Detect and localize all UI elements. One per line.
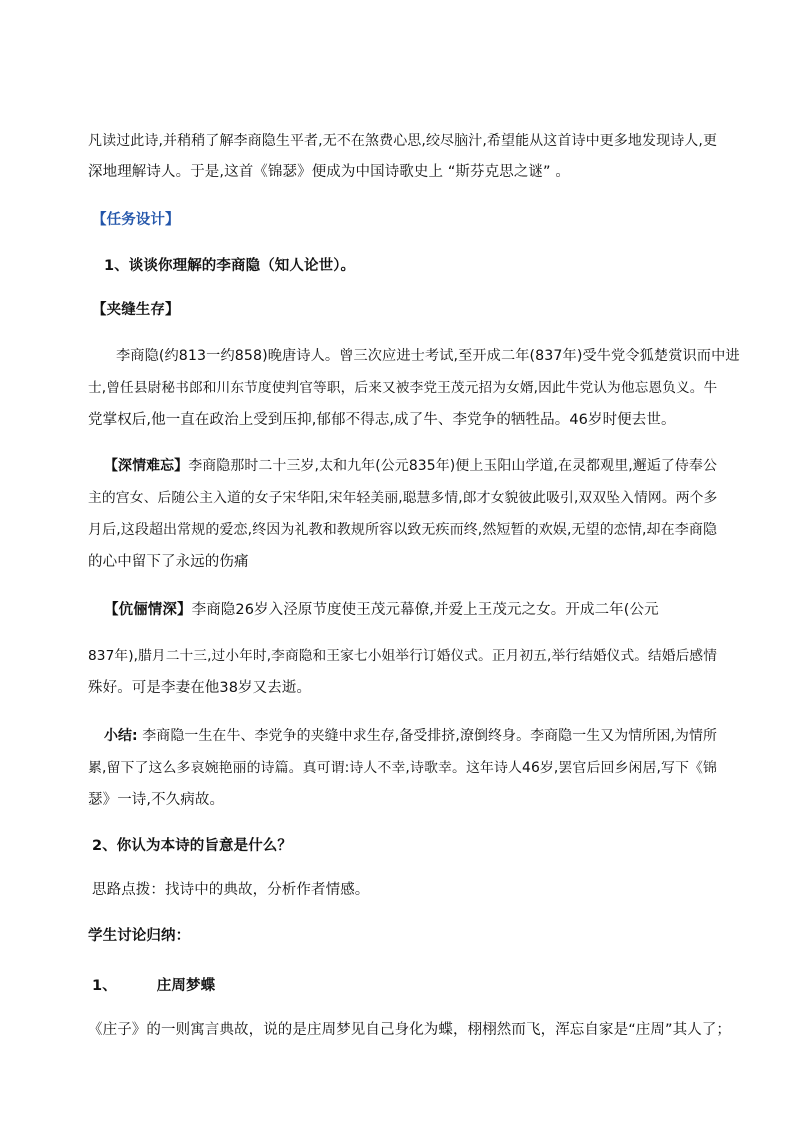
item-1-title: 庄周梦蝶 bbox=[156, 978, 216, 994]
item-1-number: 1、 bbox=[92, 978, 117, 994]
survive-line-3: 党掌权后,他一直在政治上受到压抑,郁郁不得志,成了牛、李党争的牺牲品。46岁时便去世。 bbox=[88, 412, 676, 428]
last-line: 《庄子》的一则寓言典故，说的是庄周梦见自己身化为蝶，栩栩然而飞，浑忘自家是“庄周”其人了； bbox=[88, 1022, 732, 1038]
section-heading-survive: 【夹缝生存】 bbox=[92, 302, 180, 318]
love-line-3: 月后,这段超出常规的爱恋,终因为礼教和教规所容以致无疾而终,然短暂的欢娱,无望的恋情,却在李商隐 bbox=[88, 522, 718, 538]
summary-label: 小结: bbox=[104, 728, 138, 744]
love-line-1-text: 李商隐那时二十三岁,太和九年(公元835年)便上玉阳山学道,在灵都观里,邂逅了侍奉公 bbox=[188, 458, 717, 474]
task-design-heading: 【任务设计】 bbox=[92, 212, 180, 228]
survive-line-1: 李商隐(约813一约858)晚唐诗人。曾三次应进士考试,至开成二年(837年)受牛党令狐楚赏识而中进 bbox=[116, 348, 740, 364]
summary-line-2: 累,留下了这么多哀婉艳丽的诗篇。真可谓:诗人不幸,诗歌幸。这年诗人46岁,罢官后回乡闲居,写下《锦 bbox=[88, 760, 717, 776]
love-line-1 bbox=[104, 456, 717, 476]
question-2: 2、你认为本诗的旨意是什么？ bbox=[92, 838, 292, 854]
summary-line-1-text: 李商隐一生在牛、李党争的夹缝中求生存,备受排挤,潦倒终身。李商隐一生又为情所困,为情所 bbox=[142, 728, 717, 744]
love-line-4: 的心中留下了永远的伤痛 bbox=[88, 554, 249, 570]
section-heading-love: 【深情难忘】 bbox=[104, 458, 189, 474]
marriage-line-1 bbox=[104, 600, 659, 620]
discussion-heading: 学生讨论归纳： bbox=[88, 928, 191, 944]
summary-line-3: 瑟》一诗,不久病故。 bbox=[88, 792, 225, 808]
love-line-2: 主的宫女、后随公主入道的女子宋华阳,宋年轻美丽,聪慧多情,郎才女貌彼此吸引,双双坠入情网。两个多 bbox=[88, 490, 718, 506]
marriage-line-2: 837年),腊月二十三,过小年时,李商隐和王家七小姐举行订婚仪式。正月初五,举行结婚仪式。结婚后感情 bbox=[88, 648, 717, 664]
section-heading-marriage: 【伉俪情深】 bbox=[104, 602, 192, 618]
hint-text: 思路点拨：找诗中的典故，分析作者情感。 bbox=[92, 882, 370, 898]
intro-line-1: 凡读过此诗,并稍稍了解李商隐生平者,无不在煞费心思,绞尽脑汁,希望能从这首诗中更多地发现诗人,更 bbox=[88, 133, 718, 149]
marriage-line-3: 殊好。可是李妻在他38岁又去逝。 bbox=[88, 680, 312, 696]
survive-line-2: 士,曾任县尉秘书郎和川东节度使判官等职，后来又被李党王茂元招为女婿,因此牛党认为他忘恩负义。牛 bbox=[88, 380, 718, 396]
question-1: 1、谈谈你理解的李商隐（知人论世）。 bbox=[104, 258, 356, 274]
summary-line-1 bbox=[104, 726, 717, 746]
marriage-line-1-text: 李商隐26岁入泾原节度使王茂元幕僚,并爱上王茂元之女。开成二年(公元 bbox=[191, 602, 659, 618]
item-1 bbox=[92, 976, 215, 996]
intro-line-2: 深地理解诗人。于是,这首《锦瑟》便成为中国诗歌史上 “斯芬克思之谜” 。 bbox=[88, 164, 570, 180]
